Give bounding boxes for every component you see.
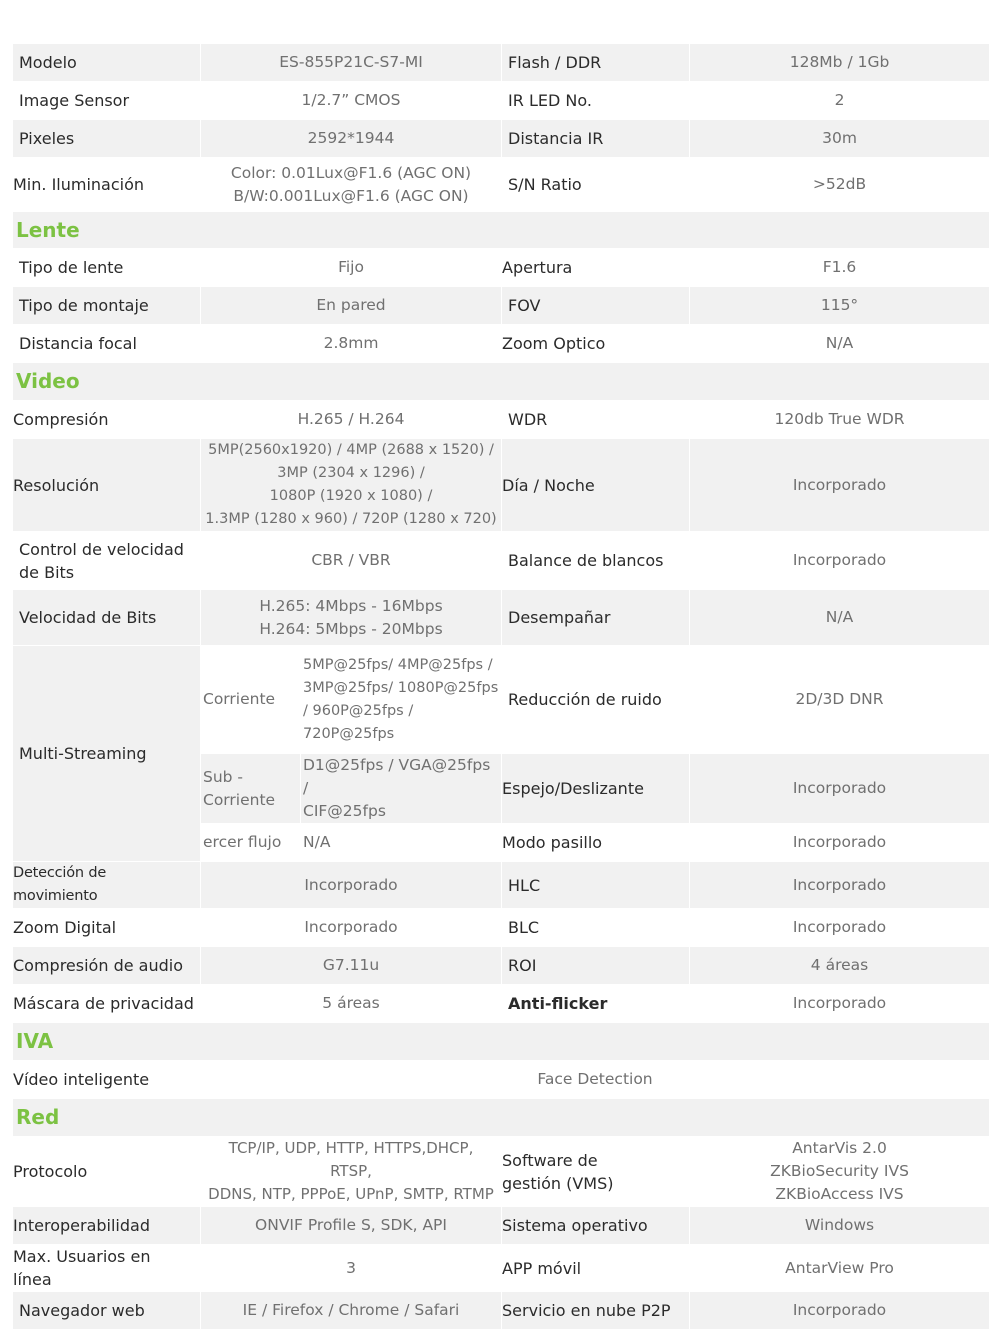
table-row [13, 532, 990, 590]
section-row [13, 363, 990, 401]
table-row [13, 862, 990, 909]
spec-value: Incorporado [690, 1292, 990, 1330]
spec-value: 2D/3D DNR [690, 646, 990, 754]
spec-label [13, 532, 201, 590]
spec-value: >52dB [690, 158, 990, 212]
spec-value-line: ZKBioSecurity IVS [770, 1162, 909, 1180]
spec-value-line: B/W:0.001Lux@F1.6 (AGC ON) [233, 186, 469, 205]
spec-value: 3 [201, 1245, 502, 1292]
spec-label-line: de Bits [19, 562, 75, 582]
table-row [13, 249, 990, 287]
spec-value-line: Color: 0.01Lux@F1.6 (AGC ON) [230, 163, 472, 182]
spec-label: Máscara de privacidad [13, 985, 201, 1023]
spec-label: FOV [502, 287, 690, 325]
spec-sheet [12, 43, 989, 1330]
spec-value: Incorporado [690, 754, 990, 824]
spec-label: Espejo/Deslizante [502, 754, 690, 824]
spec-label: Apertura [502, 249, 690, 287]
spec-label: Tipo de montaje [13, 287, 201, 325]
spec-label: BLC [502, 909, 690, 947]
spec-value-line: D1@25fps / VGA@25fps / [303, 756, 491, 797]
spec-label: Servicio en nube P2P [502, 1292, 690, 1330]
spec-label: Desempañar [502, 590, 690, 646]
section-header-iva: IVA [13, 1023, 990, 1061]
spec-value: 1/2.7” CMOS [201, 82, 502, 120]
spec-label: Sistema operativo [502, 1207, 690, 1245]
table-row [13, 1207, 990, 1245]
spec-value: IE / Firefox / Chrome / Safari [201, 1292, 502, 1330]
stream-name: ercer flujo [201, 824, 301, 862]
spec-value: 120db True WDR [690, 401, 990, 439]
spec-label: Resolución [13, 439, 201, 532]
table-row [13, 158, 990, 212]
spec-label: Tipo de lente [13, 249, 201, 287]
spec-value: H.265 / H.264 [201, 401, 502, 439]
spec-label: Modelo [13, 44, 201, 82]
stream-value: N/A [301, 824, 502, 862]
table-row [13, 947, 990, 985]
spec-value: 4 áreas [690, 947, 990, 985]
spec-value [201, 590, 502, 646]
spec-label: Vídeo inteligente [13, 1061, 201, 1099]
stream-value [301, 754, 502, 824]
spec-value: Incorporado [690, 862, 990, 909]
table-row [13, 325, 990, 363]
section-header-video: Video [13, 363, 990, 401]
table-row [13, 120, 990, 158]
spec-value: 2592*1944 [201, 120, 502, 158]
table-row [13, 82, 990, 120]
table-row [13, 1061, 990, 1099]
section-header-red: Red [13, 1099, 990, 1137]
spec-label-line: Software de [502, 1150, 598, 1170]
spec-value-line: 5MP@25fps/ 4MP@25fps / [303, 656, 493, 673]
table-row [13, 646, 990, 754]
spec-label: Zoom Optico [502, 325, 690, 363]
spec-label [502, 1137, 690, 1207]
spec-label: Navegador web [13, 1292, 201, 1330]
spec-value: CBR / VBR [201, 532, 502, 590]
section-row [13, 1023, 990, 1061]
spec-value-line: 5MP(2560x1920) / 4MP (2688 x 1520) / [208, 442, 494, 458]
stream-name: Corriente [201, 646, 301, 754]
spec-label: Balance de blancos [502, 532, 690, 590]
table-row [13, 1137, 990, 1207]
spec-label: Anti-flicker [502, 985, 690, 1023]
stream-name [201, 754, 301, 824]
spec-value: 30m [690, 120, 990, 158]
spec-label: APP móvil [502, 1245, 690, 1292]
spec-value: Fijo [201, 249, 502, 287]
spec-label-line: gestión (VMS) [502, 1173, 614, 1193]
section-row [13, 1099, 990, 1137]
spec-label: Max. Usuarios en línea [13, 1245, 201, 1292]
spec-value-line: DDNS, NTP, PPPoE, UPnP, SMTP, RTMP [208, 1185, 494, 1203]
spec-label: Detección de movimiento [13, 862, 201, 909]
spec-value: 2.8mm [201, 325, 502, 363]
spec-label: Velocidad de Bits [13, 590, 201, 646]
spec-value: Incorporado [690, 439, 990, 532]
spec-label: Día / Noche [502, 439, 690, 532]
stream-name-line: Sub - [203, 767, 244, 786]
spec-label: HLC [502, 862, 690, 909]
spec-value-line: AntarVis 2.0 [792, 1139, 887, 1157]
spec-value: ES-855P21C-S7-MI [201, 44, 502, 82]
spec-label: Reducción de ruido [502, 646, 690, 754]
spec-value: F1.6 [690, 249, 990, 287]
spec-value-line: ZKBioAccess IVS [775, 1185, 904, 1203]
spec-value: AntarView Pro [690, 1245, 990, 1292]
spec-value: Windows [690, 1207, 990, 1245]
spec-value [690, 1137, 990, 1207]
spec-label: Compresión de audio [13, 947, 201, 985]
spec-value-line: TCP/IP, UDP, HTTP, HTTPS,DHCP, RTSP, [228, 1139, 474, 1180]
spec-value: Incorporado [201, 909, 502, 947]
spec-value: En pared [201, 287, 502, 325]
spec-value: N/A [690, 590, 990, 646]
spec-label: Zoom Digital [13, 909, 201, 947]
spec-value: Incorporado [201, 862, 502, 909]
table-row [13, 1245, 990, 1292]
section-header-lente: Lente [13, 212, 990, 249]
table-row [13, 985, 990, 1023]
table-row [13, 287, 990, 325]
table-row [13, 590, 990, 646]
spec-value-line: / 960P@25fps / 720P@25fps [303, 702, 414, 742]
spec-value: Incorporado [690, 909, 990, 947]
spec-value: ONVIF Profile S, SDK, API [201, 1207, 502, 1245]
spec-value: Face Detection [201, 1061, 990, 1099]
spec-label: Interoperabilidad [13, 1207, 201, 1245]
spec-value: Incorporado [690, 824, 990, 862]
stream-name-line: Corriente [203, 790, 276, 809]
spec-label: ROI [502, 947, 690, 985]
spec-label: Flash / DDR [502, 44, 690, 82]
spec-value: 115° [690, 287, 990, 325]
spec-value: 5 áreas [201, 985, 502, 1023]
spec-value [201, 158, 502, 212]
spec-label: Pixeles [13, 120, 201, 158]
spec-label: IR LED No. [502, 82, 690, 120]
section-row [13, 212, 990, 249]
spec-value-line: 3MP (2304 x 1296) / [277, 465, 425, 481]
spec-value-line: 1.3MP (1280 x 960) / 720P (1280 x 720) [205, 511, 497, 527]
spec-value: G7.11u [201, 947, 502, 985]
spec-value-line: CIF@25fps [303, 802, 386, 820]
spec-label: Modo pasillo [502, 824, 690, 862]
spec-label: Distancia IR [502, 120, 690, 158]
spec-value: Incorporado [690, 532, 990, 590]
table-row [13, 439, 990, 532]
stream-value [301, 646, 502, 754]
spec-value-line: 1080P (1920 x 1080) / [269, 488, 433, 504]
spec-label: Image Sensor [13, 82, 201, 120]
table-row [13, 1292, 990, 1330]
spec-label: Protocolo [13, 1137, 201, 1207]
spec-label: Distancia focal [13, 325, 201, 363]
spec-label: Compresión [13, 401, 201, 439]
table-row [13, 401, 990, 439]
spec-table [12, 43, 990, 1330]
spec-value-line: H.264: 5Mbps - 20Mbps [259, 619, 443, 638]
spec-value-line: 3MP@25fps/ 1080P@25fps [303, 679, 499, 696]
spec-value [201, 1137, 502, 1207]
spec-value [201, 439, 502, 532]
spec-label: Multi-Streaming [13, 646, 201, 862]
table-row [13, 909, 990, 947]
spec-label: S/N Ratio [502, 158, 690, 212]
spec-value: Incorporado [690, 985, 990, 1023]
spec-value: 128Mb / 1Gb [690, 44, 990, 82]
spec-label-line: Control de velocidad [19, 539, 184, 559]
spec-value-line: H.265: 4Mbps - 16Mbps [259, 596, 443, 615]
table-row [13, 44, 990, 82]
spec-value: N/A [690, 325, 990, 363]
spec-label: Min. Iluminación [13, 158, 201, 212]
spec-value: 2 [690, 82, 990, 120]
spec-label: WDR [502, 401, 690, 439]
